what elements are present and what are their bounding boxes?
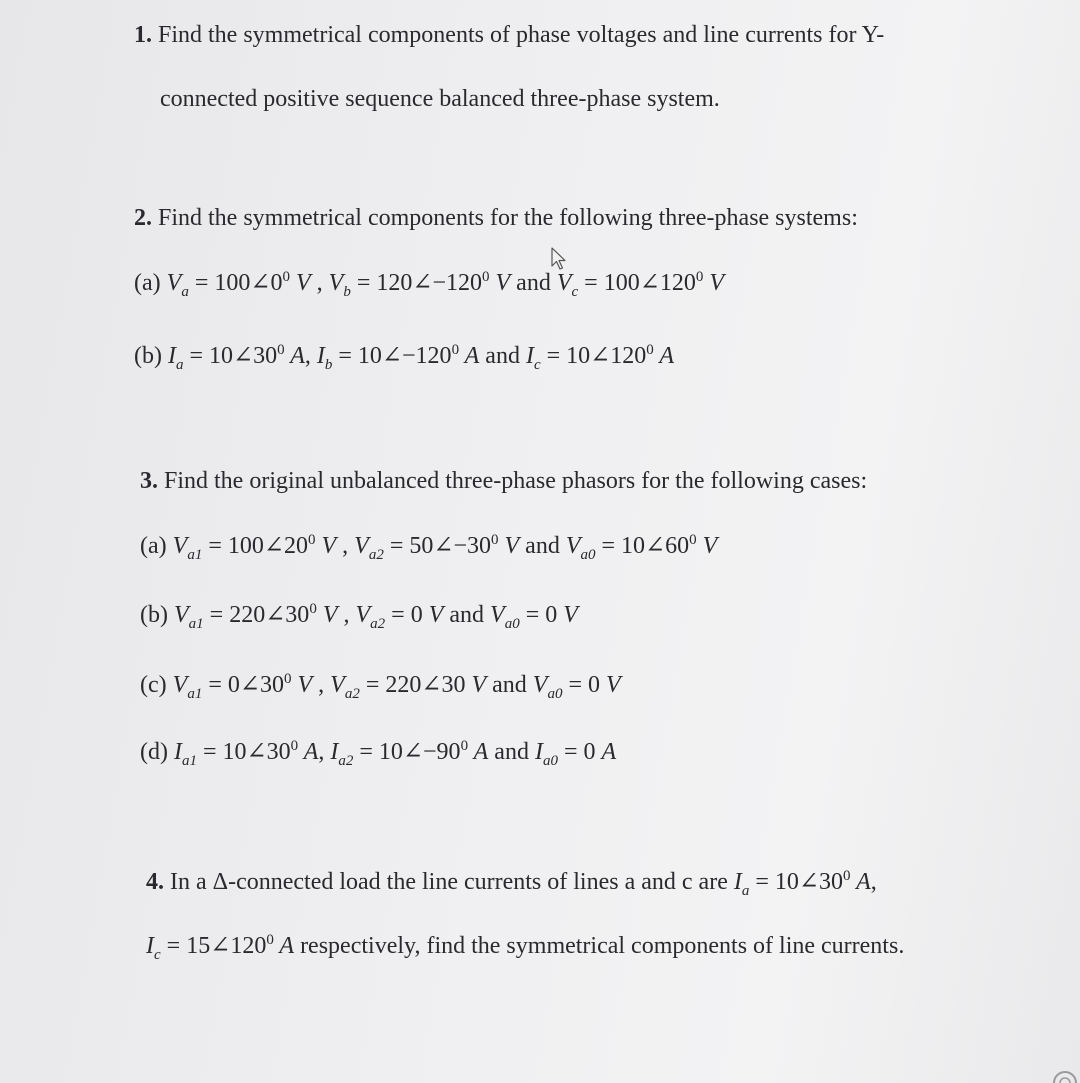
degree-mark: 0: [282, 269, 290, 285]
subscript: a2: [368, 547, 384, 563]
expression: = 0: [562, 672, 607, 698]
separator: ,: [337, 602, 356, 628]
expression: = 220∠30: [359, 672, 472, 698]
q3-title: Find the original unbalanced three-phase phasors for the following cases:: [164, 468, 868, 494]
symbol: I: [316, 343, 325, 369]
unit: V: [428, 602, 444, 628]
expression: = 120∠−120: [350, 270, 482, 296]
subscript: b: [324, 357, 333, 373]
part-label: (c): [140, 672, 167, 698]
expression: = 10∠−90: [353, 739, 461, 765]
connector: and: [510, 270, 557, 296]
subscript: a0: [504, 616, 520, 632]
unit: V: [316, 602, 338, 628]
subscript: a2: [344, 686, 360, 702]
separator: ,: [304, 343, 317, 369]
unit: V: [291, 672, 313, 698]
unit: V: [489, 270, 511, 296]
part-label: (d): [140, 739, 168, 765]
q1-text-1: Find the symmetrical components of phase voltages and line currents for Y-: [158, 22, 885, 48]
q3-part-a: [140, 531, 717, 561]
degree-mark: 0: [290, 738, 299, 754]
degree-mark: 0: [491, 532, 499, 548]
degree-mark: 0: [451, 342, 460, 358]
subscript: a1: [188, 616, 204, 632]
connector: and: [443, 602, 491, 628]
symbol: V: [173, 602, 189, 628]
unit: A: [284, 343, 305, 369]
symbol: V: [565, 533, 581, 559]
symbol: V: [556, 270, 572, 296]
part-label: (b): [134, 343, 162, 369]
q4-number: 4.: [146, 869, 164, 895]
degree-mark: 0: [843, 868, 851, 884]
symbol: V: [354, 533, 369, 559]
symbol: V: [172, 533, 188, 559]
part-label: (b): [140, 602, 168, 628]
separator: ,: [318, 739, 331, 765]
connector: and: [486, 672, 533, 698]
degree-mark: 0: [460, 738, 469, 754]
connector: and: [488, 739, 535, 765]
separator: ,: [336, 533, 355, 559]
unit: A: [468, 739, 489, 765]
expression: = 100∠120: [578, 270, 696, 296]
expression: = 220∠30: [203, 602, 310, 628]
q2-number: 2.: [134, 205, 152, 231]
unit: A: [601, 739, 617, 765]
subscript: a2: [370, 616, 386, 632]
q1-line-2: [160, 84, 720, 114]
unit: V: [471, 672, 487, 698]
expression: = 10∠30: [749, 869, 844, 895]
q2-part-b: [134, 341, 674, 371]
unit: A: [850, 869, 871, 895]
degree-mark: 0: [309, 601, 317, 617]
q3-part-c: [140, 670, 621, 700]
expression: = 15∠120: [160, 933, 267, 959]
subscript: a0: [580, 547, 596, 563]
symbol: V: [330, 672, 345, 698]
symbol: V: [328, 270, 344, 296]
unit: V: [289, 270, 311, 296]
unit: V: [563, 602, 578, 628]
expression: = 50∠−30: [383, 533, 491, 559]
q1-number: 1.: [134, 22, 152, 48]
unit: A: [653, 343, 675, 369]
separator: ,: [312, 672, 331, 698]
q3-part-b: [140, 600, 578, 630]
expression: = 10∠30: [183, 343, 278, 369]
q2-title-line: [134, 203, 858, 233]
connector: and: [519, 533, 566, 559]
unit: A: [298, 739, 319, 765]
unit: V: [498, 533, 520, 559]
symbol: V: [355, 602, 371, 628]
symbol: V: [490, 602, 505, 628]
unit: A: [459, 343, 480, 369]
unit: V: [696, 533, 718, 559]
subscript: a1: [181, 753, 197, 769]
q4-text-1: In a Δ-connected load the line currents of lines a and c are: [170, 869, 734, 895]
expression: = 10∠30: [196, 739, 291, 765]
expression: = 0: [557, 739, 602, 765]
symbol: I: [733, 869, 742, 895]
subscript: a0: [547, 686, 563, 702]
unit: V: [315, 533, 337, 559]
subscript: a2: [338, 753, 354, 769]
q4-line-2: [146, 931, 904, 961]
expression: = 0: [519, 602, 564, 628]
subscript: a: [741, 883, 750, 899]
subscript: a: [175, 357, 184, 373]
subscript: a0: [542, 753, 558, 769]
mouse-pointer-icon: [549, 246, 569, 272]
q4-text-2: respectively, find the symmetrical components of line currents.: [294, 933, 905, 959]
subscript: a: [181, 284, 189, 300]
subscript: c: [533, 357, 541, 373]
degree-mark: 0: [283, 671, 292, 687]
degree-mark: 0: [266, 932, 274, 948]
subscript: a1: [187, 686, 203, 702]
symbol: I: [525, 343, 534, 369]
q3-title-line: [140, 466, 867, 496]
expression: = 0: [385, 602, 429, 628]
expression: = 10∠120: [540, 343, 647, 369]
symbol: I: [534, 739, 543, 765]
symbol: I: [146, 933, 154, 959]
expression: = 100∠0: [188, 270, 283, 296]
q4-line-1: [146, 867, 877, 897]
unit: V: [703, 270, 724, 296]
degree-mark: 0: [695, 269, 704, 285]
subscript: c: [571, 284, 579, 300]
q1-line-1: [134, 20, 884, 50]
degree-mark: 0: [277, 342, 285, 358]
symbol: I: [173, 739, 182, 765]
q3-number: 3.: [140, 468, 158, 494]
unit: A: [273, 933, 295, 959]
subscript: b: [343, 284, 351, 300]
expression: = 0∠30: [202, 672, 284, 698]
subscript: c: [154, 947, 161, 963]
partial-logo-icon: [1050, 1069, 1080, 1083]
connector: and: [479, 343, 526, 369]
degree-mark: 0: [482, 269, 490, 285]
degree-mark: 0: [689, 532, 697, 548]
q2-title: Find the symmetrical components for the following three-phase systems:: [158, 205, 858, 231]
expression: = 10∠−120: [332, 343, 452, 369]
q3-part-d: [140, 737, 616, 767]
punctuation: ,: [870, 869, 877, 895]
symbol: V: [166, 270, 182, 296]
symbol: I: [330, 739, 339, 765]
expression: = 100∠20: [202, 533, 308, 559]
part-label: (a): [140, 533, 167, 559]
q1-text-2: connected positive sequence balanced three-phase system.: [160, 86, 720, 112]
unit: V: [606, 672, 621, 698]
q2-part-a: [134, 268, 724, 298]
expression: = 10∠60: [595, 533, 690, 559]
symbol: I: [167, 343, 176, 369]
degree-mark: 0: [307, 532, 316, 548]
part-label: (a): [134, 270, 161, 296]
symbol: V: [172, 672, 188, 698]
degree-mark: 0: [646, 342, 654, 358]
subscript: a1: [187, 547, 203, 563]
separator: ,: [310, 270, 329, 296]
symbol: V: [532, 672, 548, 698]
